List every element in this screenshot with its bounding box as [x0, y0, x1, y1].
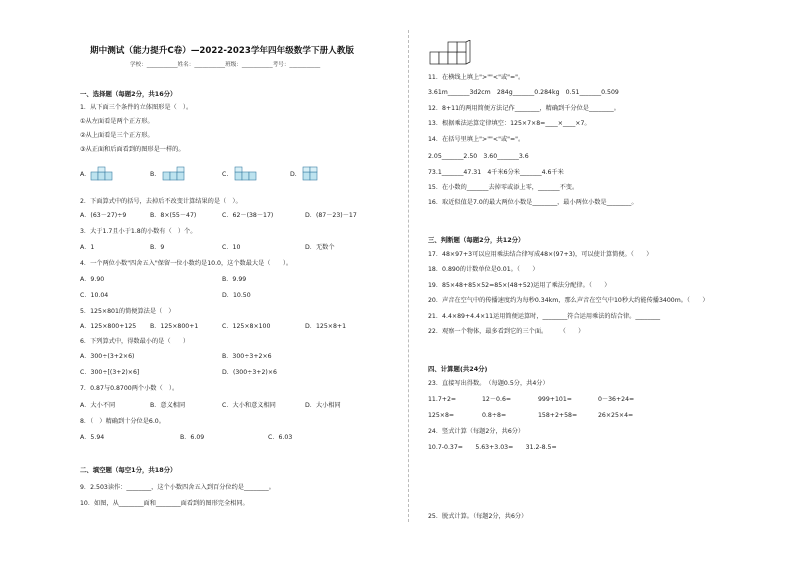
option: C．300÷[(3+2)×6]: [80, 369, 140, 376]
option: C．10: [222, 244, 241, 251]
question-24-line: 10.7-0.37= 5.63+3.03= 31.2-8.5=: [428, 444, 557, 451]
question-1-condition: ②从上面看是三个正方形。: [80, 132, 154, 139]
question-17: 17．48×97+3可以应用乘法结合律写成48×(97+3)，可以使计算简便。（ ）: [428, 251, 653, 258]
option: A．(63－27)÷9: [80, 212, 127, 219]
question-21: 21．4.4×89+4.4×11运用简便运算时，________符合运用乘法的结合律。________: [428, 313, 661, 320]
section-heading: 四、计算题(共24分): [428, 365, 488, 373]
option-label: C.: [222, 171, 229, 178]
section-heading: 二、填空题（每空1分，共18分）: [80, 466, 177, 474]
question-15: 15．在小数的_______去掉零或添上零，_______不变。: [428, 184, 579, 191]
cube-figure-a: [90, 166, 114, 182]
calc-item: 26×25×4=: [598, 412, 634, 419]
option-label: B.: [150, 171, 157, 178]
question-14-line: 73.1_______47.31 4千米6分米_______4.6千米: [428, 169, 564, 176]
page-title: 期中测试（能力提升C卷）—2022-2023学年四年级数学下册人教版: [90, 46, 354, 56]
calc-item: 0.8÷8=: [482, 412, 507, 419]
option: B．300÷3+2×6: [222, 353, 272, 360]
cube-figure-c: [234, 166, 258, 182]
option-label: A.: [80, 171, 87, 178]
question-1: 1．从下面三个条件的立体图形是（ ）。: [80, 104, 193, 111]
question-25: 25．脱式计算。（每题2分，共6分）: [428, 513, 528, 520]
calc-item: 0－36+24=: [598, 396, 635, 403]
question-3: 3．大于1.7且小于1.8的小数有（ ）个。: [80, 228, 197, 235]
option: C．大小和意义相同: [222, 402, 276, 409]
question-9: 9．2.503读作：________，这个小数四舍五入到百分位约是________。: [80, 484, 275, 491]
option: B．8×(55－47): [150, 212, 197, 219]
option: C．6.03: [268, 434, 293, 441]
question-10: 10．如图，从________面和________面看到的图形完全相同。: [80, 500, 249, 507]
question-16: 16．取近似值是7.0的最大两位小数是________，最小两位小数是________。: [428, 199, 638, 206]
option: D．无数个: [305, 244, 335, 251]
question-14: 14．在括号里填上">""<"或"="。: [428, 136, 525, 143]
cube-stack-icon: [428, 40, 472, 68]
option: A．125×800+125: [80, 323, 137, 330]
section-heading: 三、判断题（每题2分，共12分）: [428, 236, 525, 244]
option: B．意义相同: [150, 402, 186, 409]
option: C．10.04: [80, 292, 109, 299]
question-5: 5．125×801的简便算法是（ ）: [80, 308, 175, 315]
option: B．9.99: [222, 276, 247, 283]
option: D．大小相同: [305, 402, 341, 409]
calc-item: 125×8=: [428, 412, 455, 419]
question-7: 7．0.87与0.8700两个小数（ ）。: [80, 385, 179, 392]
question-18: 18．0.890的计数单位是0.01。（ ）: [428, 266, 539, 273]
cube-figure-b: [162, 166, 186, 182]
question-12: 12．8+11的两用简便方法记作________，精确到千分位是________。: [428, 105, 620, 112]
question-2: 2．下面算式中的括号，去掉后不改变计算结果的是（ ）。: [80, 198, 242, 205]
question-20: 20．声音在空气中的传播速度约为每秒0.34km，那么声音在空气中10秒大约能传播3400m。（ ）: [428, 297, 709, 304]
question-8: 8．（ ）精确到十分位是6.0。: [80, 418, 165, 425]
option: B．6.09: [180, 434, 205, 441]
option: A．9.90: [80, 276, 105, 283]
option: D．(87－23)－17: [305, 212, 357, 219]
option: A．5.94: [80, 434, 105, 441]
section-heading: 一、选择题（每题2分，共16分）: [80, 90, 177, 98]
question-23: 23．直接写出得数。 （每题0.5分，共4分）: [428, 380, 549, 387]
option: A．大小不同: [80, 402, 116, 409]
question-11: 11．在横线上填上">""<"或"="。: [428, 74, 525, 81]
option: B．9: [150, 244, 165, 251]
question-4: 4．一个两位小数"四舍五入"保留一位小数约是10.0，这个数最大是（ ）。: [80, 260, 293, 267]
option: A．300÷(3+2×6): [80, 353, 135, 360]
question-13: 13．根据乘法运算定律填空：125×7×8=____×____×7。: [428, 120, 591, 127]
option: C．62－(38－17): [222, 212, 274, 219]
calc-item: 158+2+58=: [538, 412, 578, 419]
question-1-condition: ①从左面看是两个正方形。: [80, 118, 154, 125]
option: D．10.50: [222, 292, 251, 299]
calc-item: 11.7+2=: [428, 396, 457, 403]
question-6: 6．下列算式中，得数最小的是（ ）: [80, 338, 190, 345]
column-divider: [408, 30, 409, 522]
option: D．(300÷3+2)×6: [222, 369, 277, 376]
calc-item: 999+101=: [538, 396, 572, 403]
cube-figure-d: [302, 166, 322, 182]
option: C．125×8×100: [222, 323, 271, 330]
option: B．125×800+1: [150, 323, 199, 330]
option-label: D.: [290, 171, 297, 178]
question-11-line: 3.61m_______3d2cm 284g_______0.284kg 0.51_______0.509: [428, 89, 619, 96]
student-info-line: 学校：___________姓名：___________班级：___________考号：___________: [130, 62, 321, 68]
question-24: 24．竖式计算（每题2分，共6分）: [428, 428, 525, 435]
option: D．125×8+1: [305, 323, 347, 330]
question-1-condition: ③从正面和后面看到的图形是一样的。: [80, 146, 185, 153]
option: A．1: [80, 244, 95, 251]
calc-item: 12－0.6=: [482, 396, 512, 403]
question-22: 22．观察一个物体，最多看到它的三个面。 （ ）: [428, 328, 585, 335]
question-19: 19．85×48+85×52=85×(48+52)运用了乘法分配律。（ ）: [428, 282, 611, 289]
question-14-line: 2.05_______2.50 3.60_______3.6: [428, 153, 529, 160]
